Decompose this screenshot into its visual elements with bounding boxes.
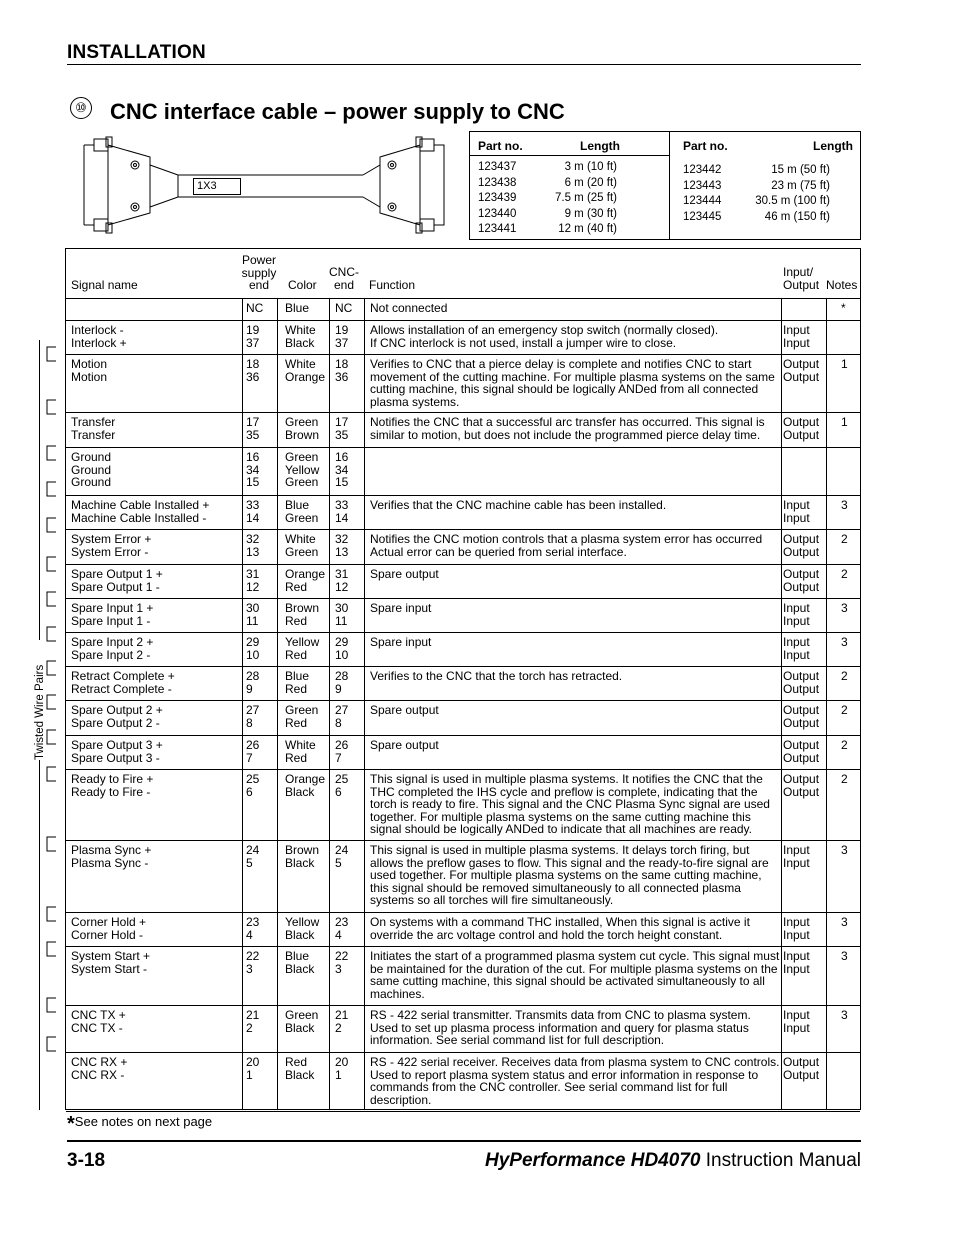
side-line-bottom — [39, 760, 40, 1110]
twisted-wire-pairs-label: Twisted Wire Pairs — [34, 664, 46, 760]
twisted-pair-bracket — [47, 1037, 56, 1051]
signal-cell-function: RS - 422 serial receiver. Receives data from plasma system to CNC controls. Used to report plasma system status and error information in response to commands from the CNC controller. See serial command list for full description. — [370, 1055, 780, 1107]
signal-cell-power: 16 34 15 — [246, 450, 260, 489]
signal-cell-notes: 3 — [841, 843, 848, 857]
twisted-pair-bracket — [47, 627, 56, 641]
signal-cell-signal: CNC RX + CNC RX - — [71, 1055, 128, 1082]
signal-cell-io: Output Output — [783, 357, 820, 384]
signal-cell-power: 21 2 — [246, 1008, 260, 1035]
signal-cell-io: Input Input — [783, 915, 810, 942]
row-divider — [66, 1005, 860, 1006]
signal-cell-function: Spare input — [370, 601, 432, 615]
signal-cell-cnc: 20 1 — [335, 1055, 349, 1082]
signal-cell-function: Spare output — [370, 567, 439, 581]
signal-cell-function: Spare input — [370, 635, 432, 649]
manual-suffix: Instruction Manual — [700, 1150, 861, 1171]
signal-cell-color: Brown Black — [285, 843, 320, 870]
row-divider — [66, 912, 860, 913]
signal-cell-io: Output Output — [783, 738, 820, 765]
signal-cell-function: RS - 422 serial transmitter. Transmits data from CNC to plasma system. Used to set up plasma process information and query for plasma status information. See serial command list for full description. — [370, 1008, 751, 1047]
twisted-pair-bracket — [47, 518, 56, 532]
signal-cell-power: 20 1 — [246, 1055, 260, 1082]
signal-cell-power: 17 35 — [246, 415, 260, 442]
signal-cell-cnc: 28 9 — [335, 669, 349, 696]
footnote-text: See notes on next page — [74, 1114, 213, 1129]
part-number: 123440 — [478, 207, 517, 220]
twisted-pair-bracket — [47, 767, 56, 781]
signal-cell-io: Output Output — [783, 567, 820, 594]
twisted-pair-bracket — [47, 557, 56, 571]
row-divider — [66, 298, 860, 299]
signal-cell-color: Brown Red — [285, 601, 320, 628]
signal-cell-io: Output Output — [783, 772, 820, 799]
signal-cell-signal: Spare Input 2 + Spare Input 2 - — [71, 635, 154, 662]
signal-cell-power: 29 10 — [246, 635, 260, 662]
signal-cell-color: Yellow Red — [285, 635, 320, 662]
column-divider — [826, 298, 827, 1109]
row-divider — [66, 735, 860, 736]
section-number: ⑩ — [70, 97, 92, 119]
signal-cell-cnc: 18 36 — [335, 357, 349, 384]
row-divider — [66, 946, 860, 947]
twisted-pair-bracket — [47, 998, 56, 1012]
row-divider — [66, 840, 860, 841]
signal-cell-color: White Green — [285, 532, 319, 559]
signal-cell-io: Input Input — [783, 843, 810, 870]
signal-cell-color: Red Black — [285, 1055, 315, 1082]
signal-cell-function: Verifies that the CNC machine cable has been installed. — [370, 498, 667, 512]
signal-cell-signal: System Error + System Error - — [71, 532, 152, 559]
row-divider — [66, 320, 860, 321]
part-length: 46 m (150 ft) — [764, 210, 830, 223]
signal-cell-io: Input Input — [783, 635, 810, 662]
signal-cell-function: Verifies to the CNC that the torch has retracted. — [370, 669, 623, 683]
signal-cell-signal: CNC TX + CNC TX - — [71, 1008, 126, 1035]
signal-cell-io: Output Output — [783, 703, 820, 730]
row-divider — [66, 598, 860, 599]
signal-cell-power: 32 13 — [246, 532, 260, 559]
signal-cell-signal: Motion Motion — [71, 357, 108, 384]
parts-header-partno-2: Part no. — [683, 139, 728, 153]
row-divider — [66, 564, 860, 565]
signal-cell-signal: Machine Cable Installed + Machine Cable Installed - — [71, 498, 210, 525]
signal-cell-function: Not connected — [370, 301, 448, 315]
signal-cell-power: 26 7 — [246, 738, 260, 765]
signal-cell-cnc: 32 13 — [335, 532, 349, 559]
part-length: 12 m (40 ft) — [558, 223, 617, 235]
parts-left-numbers — [478, 160, 516, 238]
signal-cell-signal: Retract Complete + Retract Complete - — [71, 669, 175, 696]
signal-cell-signal: Spare Output 1 + Spare Output 1 - — [71, 567, 163, 594]
twisted-pair-bracket — [47, 592, 56, 606]
signal-cell-signal: Spare Output 2 + Spare Output 2 - — [71, 703, 163, 730]
section-header: INSTALLATION — [67, 42, 206, 63]
signal-cell-power: 24 5 — [246, 843, 260, 870]
signal-cell-cnc: NC — [335, 301, 353, 315]
header-color: Color — [288, 278, 317, 292]
signal-cell-color: Blue Green — [285, 498, 319, 525]
part-number: 123441 — [478, 223, 517, 235]
section-title: CNC interface cable – power supply to CNC — [110, 99, 565, 124]
signal-cell-notes: 2 — [841, 738, 848, 752]
signal-cell-io: Output Output — [783, 415, 820, 442]
signal-cell-color: White Orange — [285, 357, 326, 384]
signal-cell-function: Notifies the CNC that a successful arc transfer has occurred. This signal is similar to motion, but does not include the programmed pierce delay time. — [370, 415, 765, 442]
signal-cell-cnc: 21 2 — [335, 1008, 349, 1035]
row-divider — [66, 447, 860, 448]
parts-header-length: Length — [580, 139, 620, 153]
signal-table — [65, 248, 861, 1110]
row-divider — [66, 354, 860, 355]
signal-cell-notes: 1 — [841, 415, 848, 429]
signal-cell-io: Input Input — [783, 949, 810, 976]
signal-cell-cnc: 25 6 — [335, 772, 349, 799]
parts-header-partno: Part no. — [478, 139, 523, 153]
signal-cell-cnc: 17 35 — [335, 415, 349, 442]
signal-cell-signal: Corner Hold + Corner Hold - — [71, 915, 147, 942]
signal-cell-cnc: 22 3 — [335, 949, 349, 976]
signal-cell-color: Blue — [285, 301, 310, 315]
parts-right-lengths — [755, 163, 830, 225]
part-number: 123444 — [683, 195, 722, 207]
cable-label: 1X3 — [193, 178, 241, 195]
twisted-pair-bracket — [47, 837, 56, 851]
part-length: 15 m (50 ft) — [771, 164, 830, 176]
signal-cell-color: Green Brown — [285, 415, 320, 442]
signal-cell-notes: 3 — [841, 498, 848, 512]
signal-cell-signal: System Start + System Start - — [71, 949, 151, 976]
signal-cell-io: Output Output — [783, 1055, 820, 1082]
twisted-pair-bracket — [47, 730, 56, 744]
signal-cell-cnc: 29 10 — [335, 635, 349, 662]
signal-cell-color: Orange Red — [285, 567, 326, 594]
signal-cell-cnc: 33 14 — [335, 498, 349, 525]
signal-cell-color: Green Red — [285, 703, 319, 730]
signal-cell-function: This signal is used in multiple plasma systems. It notifies the CNC that the THC completed the IHS cycle and preflow is complete, indicating that the torch is ready to fire. This signal and the CNC Plasma Sync signal are used together. For multiple plasma systems on the same cutting machine this signal should be logically ANDed to indicate that all machines are ready. — [370, 772, 770, 836]
twisted-pair-bracket — [47, 400, 56, 414]
signal-cell-power: NC — [246, 301, 264, 315]
part-length: 7.5 m (25 ft) — [555, 192, 617, 204]
signal-cell-io: Input Input — [783, 1008, 810, 1035]
signal-cell-notes: 3 — [841, 635, 848, 649]
signal-cell-power: 27 8 — [246, 703, 260, 730]
row-divider — [66, 666, 860, 667]
parts-header-rule — [470, 155, 669, 156]
signal-cell-cnc: 30 11 — [335, 601, 349, 628]
parts-left-lengths — [555, 160, 617, 238]
signal-cell-signal: Transfer Transfer — [71, 415, 116, 442]
column-divider — [364, 298, 365, 1109]
signal-cell-color: White Black — [285, 323, 316, 350]
signal-cell-cnc: 31 12 — [335, 567, 349, 594]
signal-cell-cnc: 27 8 — [335, 703, 349, 730]
header-function: Function — [369, 278, 416, 292]
signal-cell-color: Green Yellow Green — [285, 450, 320, 489]
column-divider — [329, 298, 330, 1109]
signal-cell-notes: 1 — [841, 357, 848, 371]
signal-cell-power: 31 12 — [246, 567, 260, 594]
signal-cell-cnc: 16 34 15 — [335, 450, 349, 489]
signal-cell-io: Output Output — [783, 532, 820, 559]
signal-cell-notes: 3 — [841, 601, 848, 615]
signal-cell-signal: Plasma Sync + Plasma Sync - — [71, 843, 152, 870]
signal-cell-cnc: 24 5 — [335, 843, 349, 870]
signal-cell-color: White Red — [285, 738, 316, 765]
signal-cell-cnc: 23 4 — [335, 915, 349, 942]
twisted-pair-bracket — [47, 347, 56, 361]
part-number: 123443 — [683, 179, 722, 192]
signal-cell-notes: 2 — [841, 669, 848, 683]
signal-cell-io: Output Output — [783, 669, 820, 696]
signal-cell-signal: Ready to Fire + Ready to Fire - — [71, 772, 154, 799]
manual-title — [485, 1150, 861, 1172]
column-divider — [277, 298, 278, 1109]
signal-cell-signal: Ground Ground Ground — [71, 450, 112, 489]
footnote-star: * — [67, 1113, 75, 1135]
signal-cell-power: 33 14 — [246, 498, 260, 525]
part-length: 30.5 m (100 ft) — [755, 195, 830, 207]
twisted-pair-bracket — [47, 695, 56, 709]
signal-cell-notes: 2 — [841, 567, 848, 581]
signal-cell-io: Input Input — [783, 498, 810, 525]
signal-cell-function: This signal is used in multiple plasma systems. It delays torch firing, but allows the preflow gases to flow. This signal and the ready-to-fire signal are used together. For multiple plasma systems on the same cutting machine, this signal should be removed simultaneously to all connected plasma systems so all torches will fire simultaneously. — [370, 843, 769, 907]
part-number: 123439 — [478, 192, 517, 204]
signal-cell-notes: 3 — [841, 1008, 848, 1022]
signal-cell-signal: Spare Input 1 + Spare Input 1 - — [71, 601, 154, 628]
signal-cell-power: 30 11 — [246, 601, 260, 628]
twisted-pair-bracket — [47, 661, 56, 675]
header-power-supply-end: Power supply end — [241, 253, 277, 292]
signal-cell-notes: 3 — [841, 915, 848, 929]
parts-table — [469, 131, 861, 240]
row-divider — [66, 529, 860, 530]
signal-cell-power: 23 4 — [246, 915, 260, 942]
signal-cell-color: Orange Black — [285, 772, 326, 799]
signal-cell-function: Spare output — [370, 738, 439, 752]
header-signal-name: Signal name — [71, 278, 138, 292]
row-divider — [66, 495, 860, 496]
header-rule — [67, 64, 861, 65]
parts-header-length-2: Length — [813, 139, 853, 153]
signal-cell-color: Green Black — [285, 1008, 319, 1035]
twisted-pair-bracket — [47, 446, 56, 460]
column-divider — [242, 298, 243, 1109]
part-length: 3 m (10 ft) — [564, 161, 617, 173]
signal-cell-signal: Interlock - Interlock + — [71, 323, 127, 350]
signal-cell-cnc: 26 7 — [335, 738, 349, 765]
part-number: 123445 — [683, 210, 722, 223]
signal-cell-function: Initiates the start of a programmed plasma system cut cycle. This signal must be maintained for the duration of the cut. For multiple plasma systems on the same cutting machine, this signal should be activated simultaneously to all machines. — [370, 949, 780, 1001]
part-number: 123442 — [683, 164, 722, 176]
signal-cell-notes: 2 — [841, 532, 848, 546]
signal-cell-color: Blue Red — [285, 669, 310, 696]
signal-cell-power: 28 9 — [246, 669, 260, 696]
signal-cell-io: Input Input — [783, 323, 810, 350]
part-number: 123438 — [478, 176, 517, 189]
signal-cell-color: Yellow Black — [285, 915, 320, 942]
row-divider — [66, 1111, 860, 1112]
row-divider — [66, 412, 860, 413]
part-length: 23 m (75 ft) — [771, 179, 830, 192]
signal-cell-power: 18 36 — [246, 357, 260, 384]
footnote — [67, 1113, 212, 1136]
signal-cell-color: Blue Black — [285, 949, 315, 976]
parts-right-numbers — [683, 163, 721, 225]
parts-divider — [669, 132, 670, 239]
row-divider — [66, 632, 860, 633]
footer-rule — [67, 1140, 861, 1142]
product-name: HyPerformance HD4070 — [485, 1150, 701, 1171]
signal-cell-function: Allows installation of an emergency stop switch (normally closed). If CNC interlock is not used, install a jumper wire to close. — [370, 323, 719, 350]
twisted-pair-bracket — [47, 482, 56, 496]
header-notes: Notes — [826, 278, 858, 292]
twisted-pair-bracket — [47, 907, 56, 921]
header-cnc-end: CNC- end — [329, 265, 359, 292]
twisted-pair-bracket — [47, 942, 56, 956]
signal-cell-notes: * — [841, 301, 846, 315]
signal-cell-cnc: 19 37 — [335, 323, 349, 350]
signal-cell-power: 25 6 — [246, 772, 260, 799]
part-number: 123437 — [478, 161, 517, 173]
signal-cell-function: Verifies to CNC that a pierce delay is complete and notifies CNC to start movement of the cutting machine. For multiple plasma systems on the same cutting machine, this signal should be logically ANDed from all connected plasma systems. — [370, 357, 775, 409]
row-divider — [66, 1052, 860, 1053]
page-number: 3-18 — [67, 1150, 106, 1171]
signal-cell-function: Notifies the CNC motion controls that a plasma system error has occurred Actual error can be queried from serial interface. — [370, 532, 763, 559]
signal-cell-function: On systems with a command THC installed, When this signal is active it override the arc voltage control and hold the torch height constant. — [370, 915, 750, 942]
signal-cell-signal: Spare Output 3 + Spare Output 3 - — [71, 738, 163, 765]
row-divider — [66, 700, 860, 701]
signal-cell-power: 22 3 — [246, 949, 260, 976]
signal-cell-notes: 2 — [841, 703, 848, 717]
cable-drawing — [80, 135, 450, 240]
header-input-output: Input/ Output — [783, 265, 820, 292]
side-line-top — [39, 340, 40, 640]
signal-cell-power: 19 37 — [246, 323, 260, 350]
signal-cell-notes: 3 — [841, 949, 848, 963]
signal-cell-io: Input Input — [783, 601, 810, 628]
signal-cell-function: Spare output — [370, 703, 439, 717]
row-divider — [66, 769, 860, 770]
signal-cell-notes: 2 — [841, 772, 848, 786]
part-length: 6 m (20 ft) — [564, 176, 617, 189]
part-length: 9 m (30 ft) — [564, 207, 617, 220]
